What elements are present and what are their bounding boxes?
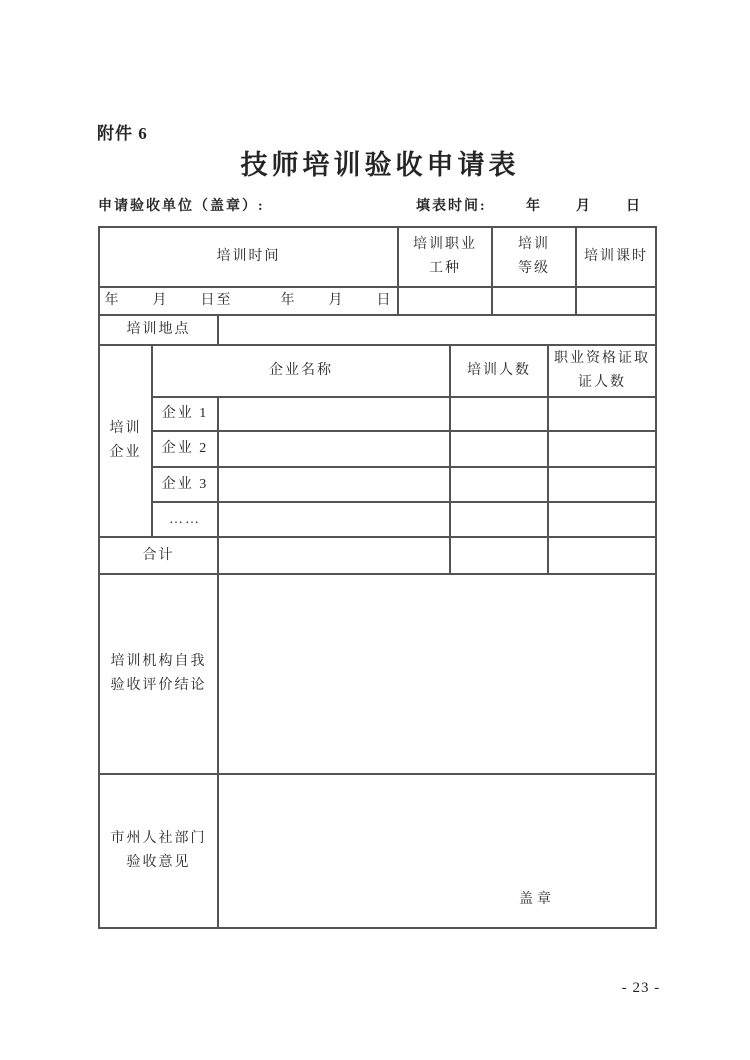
enterprise-row-1	[99, 397, 656, 431]
attachment-label: 附件 6	[97, 124, 148, 143]
enterprise-row-label: 企业 2	[152, 431, 218, 467]
self-evaluation-row	[99, 574, 656, 774]
fill-time-month-label: 月	[576, 199, 592, 214]
total-cert-cell	[548, 537, 656, 574]
fill-time-day-label: 日	[626, 199, 642, 214]
level-value-cell	[492, 287, 576, 315]
department-opinion-label-cell: 市州人社部门 验收意见	[99, 774, 218, 928]
occupation-value-cell	[398, 287, 492, 315]
trainee-count-cell	[450, 397, 548, 431]
department-opinion-content-cell	[218, 774, 656, 928]
cert-count-cell	[548, 467, 656, 502]
applicant-unit-label: 申请验收单位（盖章）:	[98, 199, 265, 214]
enterprise-name-cell	[218, 431, 450, 467]
department-opinion-row	[99, 774, 656, 928]
cert-count-cell	[548, 502, 656, 537]
trainee-count-cell	[450, 467, 548, 502]
training-time-header-cell: 培训时间	[99, 227, 398, 287]
enterprise-name-cell	[218, 397, 450, 431]
training-hours-header-cell: 培训课时	[576, 227, 656, 287]
enterprise-group-label-cell: 培训 企业	[99, 345, 152, 537]
enterprise-name-cell	[218, 467, 450, 502]
location-label-cell: 培训地点	[99, 315, 218, 345]
trainee-count-cell	[450, 502, 548, 537]
enterprise-row-label: 企业 3	[152, 467, 218, 502]
seal-label: 盖章	[519, 892, 555, 908]
training-date-range-cell: 年 月 日至 年 月 日	[99, 287, 398, 315]
total-count-cell	[450, 537, 548, 574]
cert-count-cell	[548, 431, 656, 467]
location-value-cell	[218, 315, 656, 345]
cert-count-header-cell: 职业资格证取 证人数	[548, 345, 656, 397]
self-evaluation-content-cell	[218, 574, 656, 774]
enterprise-row-label: ……	[152, 502, 218, 537]
total-row	[99, 537, 656, 574]
enterprise-row-2	[99, 431, 656, 467]
enterprise-name-header-cell: 企业名称	[152, 345, 450, 397]
page-title: 技师培训验收申请表	[240, 150, 520, 180]
page-number: - 23 -	[621, 980, 661, 996]
enterprise-name-cell	[218, 502, 450, 537]
cert-count-cell	[548, 397, 656, 431]
meta-row	[98, 195, 658, 217]
trainee-count-cell	[450, 431, 548, 467]
self-evaluation-label-cell: 培训机构自我 验收评价结论	[99, 574, 218, 774]
fill-time-label: 填表时间:	[416, 199, 487, 214]
application-form-table	[98, 226, 657, 929]
trainee-count-header-cell: 培训人数	[450, 345, 548, 397]
total-label-cell: 合计	[99, 537, 218, 574]
enterprise-row-3	[99, 467, 656, 502]
fill-time-year-label: 年	[526, 199, 542, 214]
hours-value-cell	[576, 287, 656, 315]
enterprise-row-more	[99, 502, 656, 537]
training-level-header-cell: 培训 等级	[492, 227, 576, 287]
training-occupation-header-cell: 培训职业 工种	[398, 227, 492, 287]
total-name-cell	[218, 537, 450, 574]
enterprise-row-label: 企业 1	[152, 397, 218, 431]
